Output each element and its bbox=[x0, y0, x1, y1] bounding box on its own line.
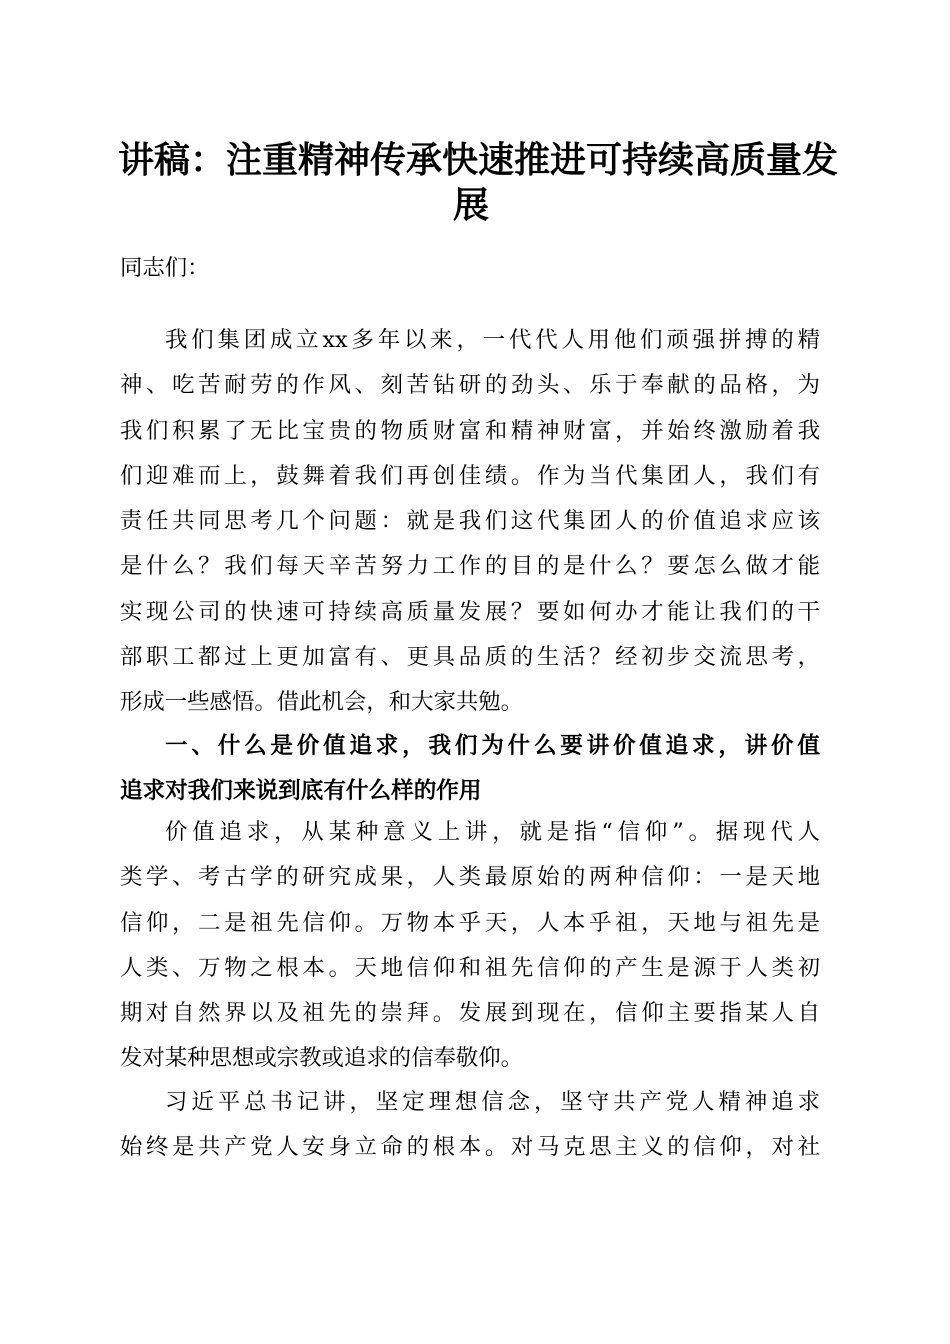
text-line: 一、什么是价值追求，我们为什么要讲价值追求，讲价值 bbox=[165, 733, 820, 759]
text-line: 类学、考古学的研究成果，人类最原始的两种信仰：一是天地 bbox=[120, 864, 820, 891]
text-line: 发对某种思想或宗教或追求的信奉敬仰。 bbox=[120, 1045, 524, 1072]
text-line: 我们积累了无比宝贵的物质财富和精神财富，并始终激励着我 bbox=[120, 417, 820, 444]
text-line: 人类、万物之根本。天地信仰和祖先信仰的产生是源于人类初 bbox=[120, 954, 820, 981]
document-title-line-2: 展 bbox=[452, 184, 489, 226]
text-line: 形成一些感悟。借此机会，和大家共勉。 bbox=[120, 689, 524, 716]
text-line: 神、吃苦耐劳的作风、刻苦钻研的劲头、乐于奉献的品格，为 bbox=[120, 372, 820, 399]
text-line: 我们集团成立xx多年以来，一代代人用他们顽强拼搏的精 bbox=[165, 327, 820, 353]
paragraph-2 bbox=[120, 810, 820, 1082]
text-line: 信仰，二是祖先信仰。万物本乎天，人本乎祖，天地与祖先是 bbox=[120, 909, 820, 936]
text-line: 追求对我们来说到底有什么样的作用 bbox=[120, 778, 482, 805]
text-line: 习近平总书记讲，坚定理想信念，坚守共产党人精神追求 bbox=[165, 1089, 820, 1115]
text-line: 期对自然界以及祖先的崇拜。发展到现在，信仰主要指某人自 bbox=[120, 1000, 820, 1027]
text-line: 始终是共产党人安身立命的根本。对马克思主义的信仰，对社 bbox=[120, 1134, 820, 1161]
paragraph-1 bbox=[120, 318, 820, 726]
paragraph-3 bbox=[120, 1080, 820, 1171]
salutation bbox=[120, 246, 820, 291]
text-line: 实现公司的快速可持续高质量发展？要如何办才能让我们的干 bbox=[120, 598, 820, 625]
text-line: 们迎难而上，鼓舞着我们再创佳绩。作为当代集团人，我们有 bbox=[120, 462, 820, 489]
text-line: 责任共同思考几个问题：就是我们这代集团人的价值追求应该 bbox=[120, 508, 820, 535]
text-line: 是什么？我们每天辛苦努力工作的目的是什么？要怎么做才能 bbox=[120, 553, 820, 580]
document-title-line-1: 讲稿：注重精神传承快速推进可持续高质量发 bbox=[118, 139, 839, 181]
text-line: 部职工都过上更加富有、更具品质的生活？经初步交流思考， bbox=[120, 644, 820, 671]
text-line: 价值追求，从某种意义上讲，就是指“信仰”。据现代人 bbox=[165, 819, 820, 845]
salutation-text: 同志们： bbox=[120, 255, 210, 281]
section-heading-1 bbox=[120, 724, 820, 815]
